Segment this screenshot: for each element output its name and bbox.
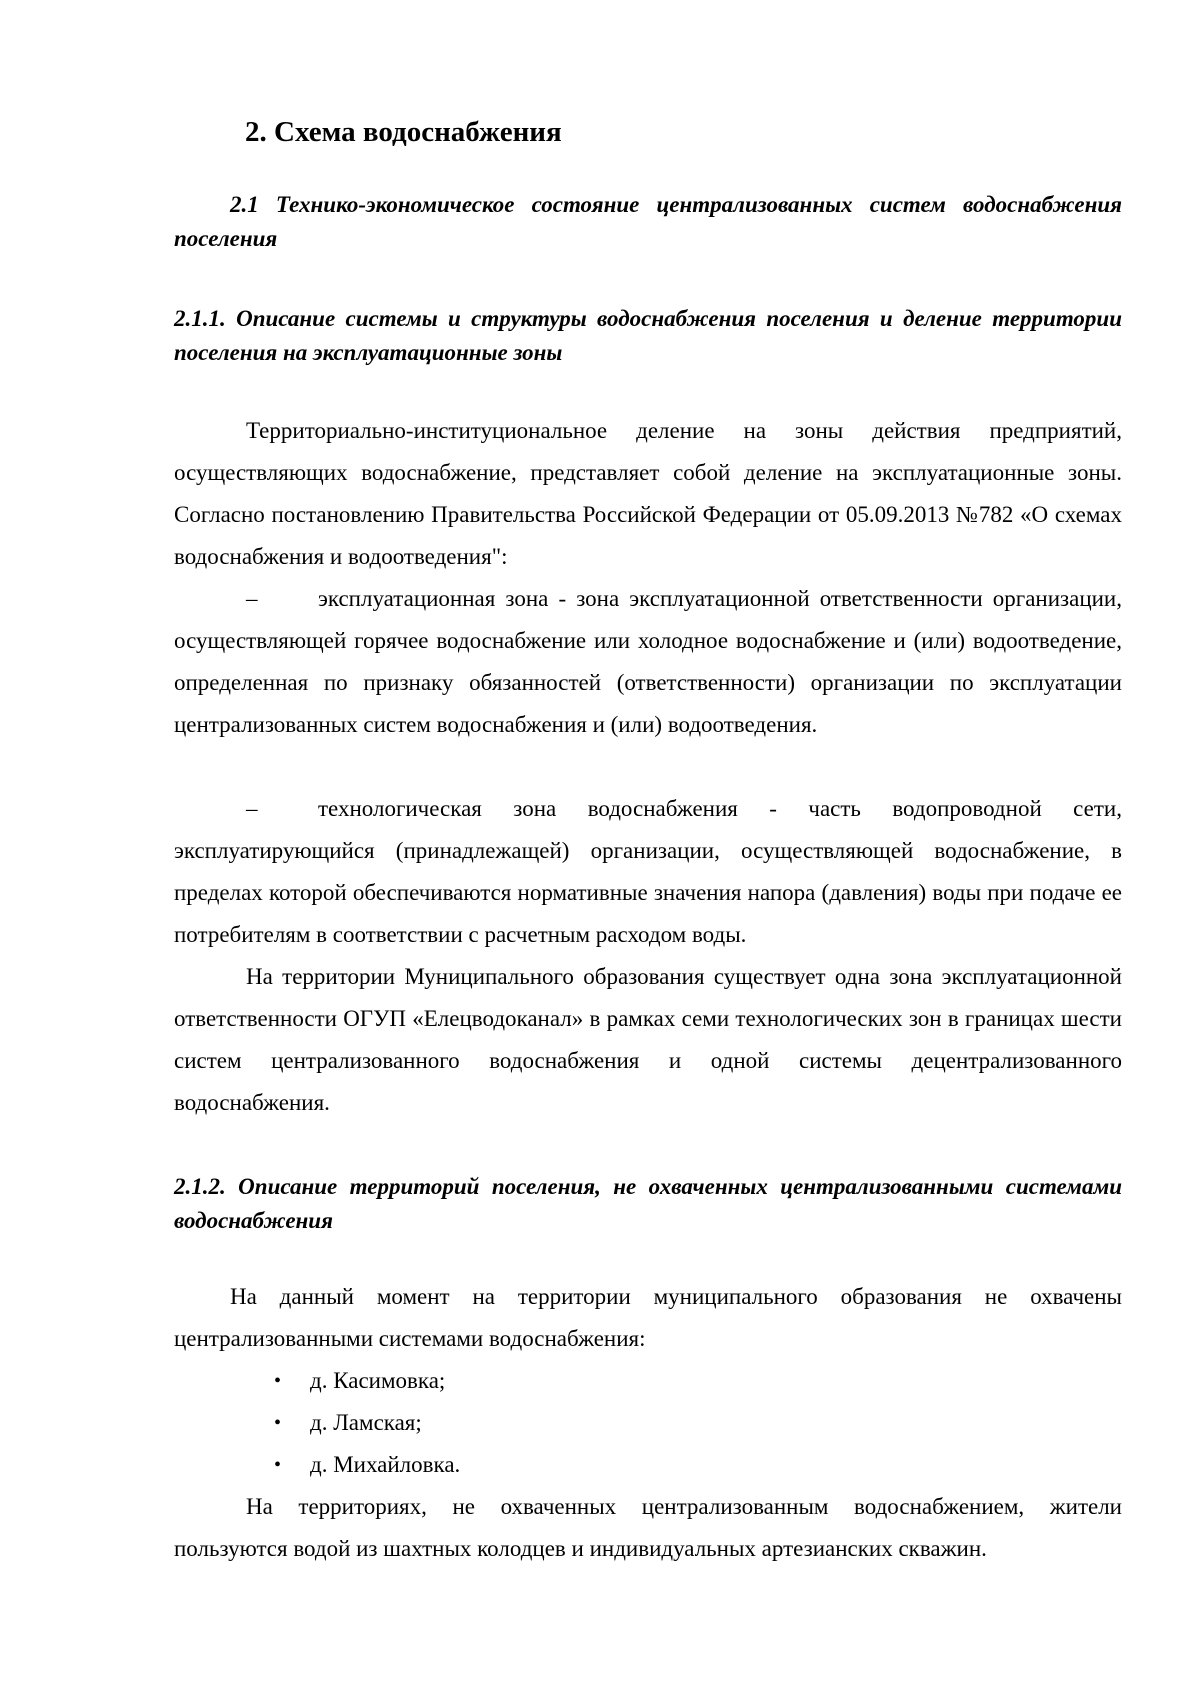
village-name: д. Ламская; [310, 1410, 422, 1435]
paragraph-zone-summary: На территории Муниципального образования существует одна зона эксплуатационной ответственности ОГУП «Елецводоканал» в рамках семи технологических зон в границах шести систем централизованного водоснабжения и одной системы децентрализованного водоснабжения. [174, 964, 1122, 1115]
list-item-operational-zone [174, 578, 1122, 746]
dash-marker: – [246, 586, 258, 611]
page-title: 2. Схема водоснабжения [245, 116, 562, 148]
section-heading-2-1-2: 2.1.2. Описание территорий поселения, не охваченных централизованными системами водоснабжения [174, 1174, 1122, 1233]
list-item-text: технологическая зона водоснабжения - часть водопроводной сети, эксплуатирующийся (принадлежащей) организации, осуществляющей водоснабжение, в пределах которой обеспечиваются нормативные значения напора (давления) воды при подаче ее потребителям в соответствии с расчетным расходом воды. [174, 796, 1122, 947]
bullet-icon: • [274, 1454, 282, 1476]
section-heading-2-1: 2.1 Технико-экономическое состояние централизованных систем водоснабжения поселения [174, 192, 1122, 251]
village-name: д. Михайловка. [310, 1452, 461, 1477]
dash-marker: – [246, 796, 258, 821]
bullet-icon: • [274, 1370, 282, 1392]
list-item-technological-zone [174, 788, 1122, 956]
list-item-text: эксплуатационная зона - зона эксплуатационной ответственности организации, осуществляющей горячее водоснабжение или холодное водоснабжение и (или) водоотведение, определенная по признаку обязанностей (ответственности) организации по эксплуатации централизованных систем водоснабжения и (или) водоотведения. [174, 586, 1122, 737]
paragraph-water-sources: На территориях, не охваченных централизованным водоснабжением, жители пользуются водой из шахтных колодцев и индивидуальных артезианских скважин. [174, 1494, 1122, 1561]
paragraph-uncovered-intro: На данный момент на территории муниципального образования не охвачены централизованными системами водоснабжения: [174, 1284, 1122, 1351]
section-heading-2-1-1: 2.1.1. Описание системы и структуры водоснабжения поселения и деление территории поселения на эксплуатационные зоны [174, 306, 1122, 365]
bullet-icon: • [274, 1412, 282, 1434]
paragraph-zones-intro: Территориально-институциональное деление на зоны действия предприятий, осуществляющих водоснабжение, представляет собой деление на эксплуатационные зоны. Согласно постановлению Правительства Российской Федерации от 05.09.2013 №782 «О схемах водоснабжения и водоотведения": [174, 418, 1122, 569]
village-name: д. Касимовка; [310, 1368, 446, 1393]
